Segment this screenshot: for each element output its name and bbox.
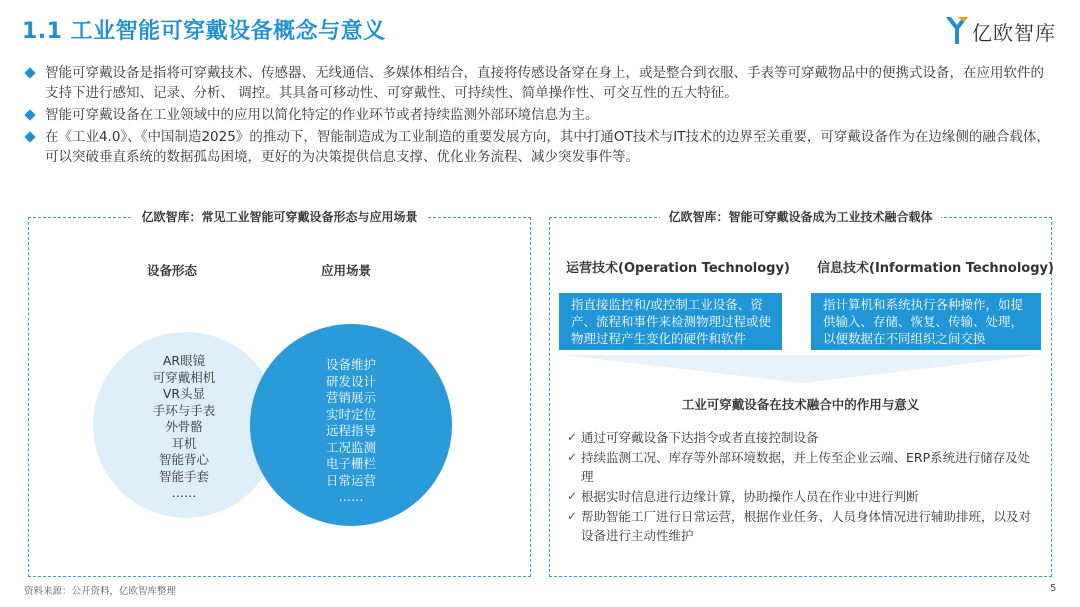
list-item: 研发设计 [325,373,376,389]
list-item: 耳机 [171,435,197,451]
intro-bullets [26,63,1056,169]
list-item: 远程指导 [325,423,376,438]
point-text: 通过可穿戴设备下达指令或者直接控制设备 [581,430,819,445]
point-text: 根据实时信息进行边缘计算，协助操作人员在作业中进行判断 [581,489,919,504]
source-note: 资料来源：公开资料，亿欧智库整理 [24,586,177,597]
diamond-bullet-icon [24,67,35,78]
list-item: 智能背心 [158,452,209,467]
page-number: 5 [1050,583,1057,594]
panel-title [550,208,1051,225]
list-item: 日常运营 [325,472,376,488]
list-item [567,487,1037,506]
list-item: 设备维护 [325,357,376,372]
diamond-bullet-icon [24,109,35,120]
panel-title-text: 亿欧智库：常见工业智能可穿戴设备形态与应用场景 [133,210,425,224]
point-text: 帮助智能工厂进行日常运营，根据作业任务、人员身体情况进行辅助排班，以及对设备进行主动性维护 [581,509,1032,543]
list-item: 手环与手表 [152,402,216,418]
list-item: …… [338,489,364,504]
check-icon: ✓ [567,430,578,444]
bullet-item [26,105,1056,125]
list-item: 可穿戴相机 [152,369,216,385]
scenes-heading: 应用场景 [321,263,372,278]
list-item: AR眼镜 [162,353,206,368]
fusion-points [567,428,1037,546]
brand-logo [944,14,1064,48]
logo-text: 亿欧智库 [972,21,1056,45]
bullet-text: 智能可穿戴设备在工业领域中的应用以简化特定的作业环节或者持续监测外部环境信息为主。 [45,107,599,123]
list-item: 营销展示 [325,390,376,405]
list-item [567,428,1037,447]
check-icon: ✓ [567,450,578,464]
convergence-arrow-icon [550,353,1053,385]
it-description-box: 指计算机和系统执行各种操作，如提供输入、存储、恢复、传输、处理，以便数据在不同组织之间交换 [811,293,1041,350]
list-item: …… [171,485,197,500]
tech-fusion-panel [549,210,1054,577]
list-item: 电子栅栏 [325,456,376,471]
forms-heading: 设备形态 [147,263,198,278]
device-forms-panel [28,210,531,577]
fusion-subtitle: 工业可穿戴设备在技术融合中的作用与意义 [681,397,920,412]
bullet-item [26,127,1056,167]
scenes-list [301,357,401,506]
list-item: 外骨骼 [165,419,203,434]
ot-heading: 运营技术(Operation Technology) [566,261,790,276]
bullet-text: 智能可穿戴设备是指将可穿戴技术、传感器、无线通信、多媒体相结合，直接将传感设备穿在身上，或是整合到衣服、手表等可穿戴物品中的便携式设备，在应用软件的支持下进行感知、记录、分析、 调控。其具备可移动性、可穿戴性、可持续性、简单操作性、可交互性的五大特征。 [45,65,1044,101]
bullet-text: 在《工业4.0》、《中国制造2025》的推动下，智能制造成为工业制造的重要发展方向，其中打通OT技术与IT技术的边界至关重要，可穿戴设备作为在边缘侧的融合载体，可以突破垂直系统的数据孤岛困境，更好的为决策提供信息支撑、优化业务流程、减少突发事件等。 [45,129,1050,165]
check-icon: ✓ [567,489,578,503]
point-text: 持续监测工况、库存等外部环境数据，并上传至企业云端、ERP系统进行储存及处理 [581,450,1031,484]
bullet-item [26,63,1056,103]
venn-diagram [29,218,532,578]
diamond-bullet-icon [24,131,35,142]
check-icon: ✓ [567,509,578,523]
panel-title-text: 亿欧智库：智能可穿戴设备成为工业技术融合载体 [660,210,940,224]
it-heading: 信息技术(Information Technology) [817,261,1054,276]
list-item: 智能手套 [158,468,209,484]
list-item: 工况监测 [325,439,376,455]
forms-list [134,353,234,502]
logo-mark-icon [944,14,970,46]
ot-description-box: 指直接监控和/或控制工业设备、资产、流程和事件来检测物理过程或使物理过程产生变化的硬件和软件 [559,293,782,350]
list-item: 实时定位 [325,406,376,422]
page-title: 1.1 工业智能可穿戴设备概念与意义 [22,19,386,44]
list-item [567,507,1037,545]
list-item [567,448,1037,486]
list-item: VR头显 [162,386,206,401]
